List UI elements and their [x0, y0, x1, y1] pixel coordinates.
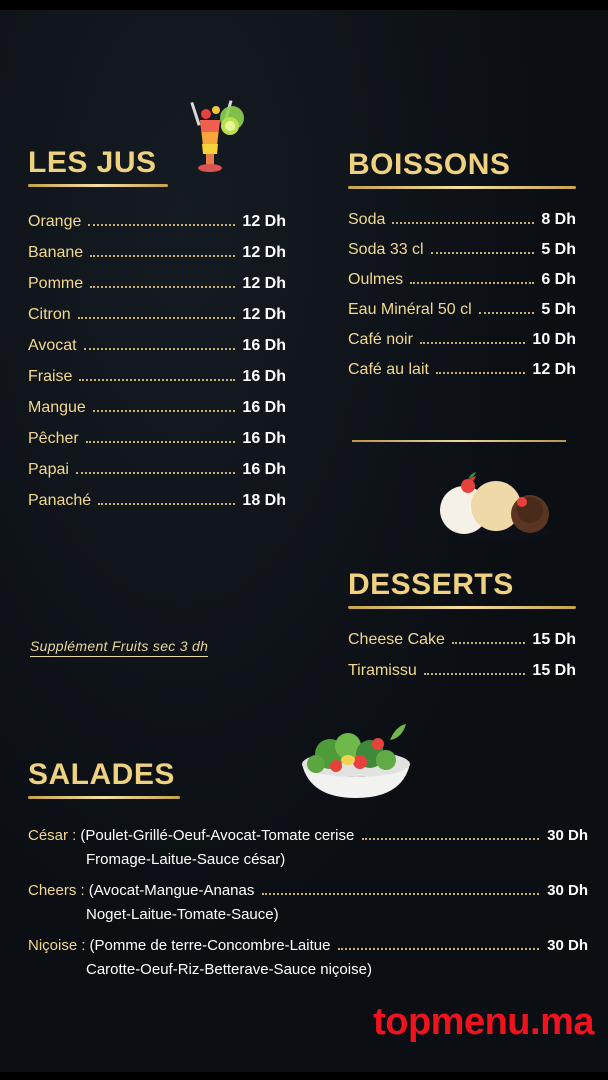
- item-price: 16 Dh: [242, 337, 286, 354]
- salad-bowl-icon: [290, 720, 422, 804]
- item-price: 16 Dh: [242, 399, 286, 416]
- item-name: Pêcher: [28, 430, 79, 447]
- item-name: Banane: [28, 244, 84, 261]
- desserts-list: [348, 631, 576, 680]
- desserts-title: DESSERTS: [348, 568, 514, 601]
- item-name: Oulmes: [348, 271, 404, 288]
- section-divider: [352, 440, 566, 442]
- boissons-title-underline: [348, 186, 576, 189]
- item-price: 5 Dh: [541, 301, 576, 318]
- list-item: [28, 882, 588, 923]
- item-name: Orange: [28, 213, 82, 230]
- desserts-title-underline: [348, 606, 576, 609]
- item-description-line2: Noget-Laitue-Tomate-Sauce): [86, 906, 279, 923]
- leader-dots: [78, 316, 236, 319]
- item-price: 30 Dh: [547, 882, 588, 899]
- item-name: Panaché: [28, 492, 92, 509]
- leader-dots: [93, 409, 236, 412]
- les-jus-title-underline: [28, 184, 168, 187]
- list-item: [28, 827, 588, 868]
- section-boissons: [348, 150, 576, 391]
- boissons-title: BOISSONS: [348, 148, 511, 181]
- item-price: 12 Dh: [532, 361, 576, 378]
- les-jus-title: LES JUS: [28, 146, 157, 179]
- leader-dots: [410, 281, 534, 284]
- list-item: [28, 275, 286, 293]
- list-item: [28, 306, 286, 324]
- item-name: Café noir: [348, 331, 413, 348]
- item-price: 16 Dh: [242, 461, 286, 478]
- section-desserts: [348, 570, 576, 693]
- item-name: Niçoise :: [28, 937, 86, 954]
- list-item: [348, 331, 576, 349]
- item-name: Papai: [28, 461, 69, 478]
- watermark: topmenu.ma: [373, 1001, 594, 1043]
- item-description-line1: (Poulet-Grillé-Oeuf-Avocat-Tomate cerise: [80, 827, 355, 844]
- item-name: Avocat: [28, 337, 77, 354]
- item-name: Cheers :: [28, 882, 85, 899]
- salades-title-underline: [28, 796, 180, 799]
- list-item: [28, 337, 286, 355]
- item-name: Cheese Cake: [348, 631, 445, 648]
- list-item: [348, 271, 576, 289]
- item-price: 15 Dh: [532, 662, 576, 679]
- list-item: [28, 492, 286, 510]
- leader-dots: [431, 251, 535, 254]
- leader-dots: [420, 341, 526, 344]
- salades-list: [28, 827, 588, 978]
- leader-dots: [76, 471, 236, 474]
- leader-dots: [338, 947, 539, 950]
- leader-dots: [424, 672, 526, 675]
- item-price: 16 Dh: [242, 368, 286, 385]
- list-item: [348, 361, 576, 379]
- item-price: 16 Dh: [242, 430, 286, 447]
- item-price: 15 Dh: [532, 631, 576, 648]
- item-price: 12 Dh: [242, 275, 286, 292]
- leader-dots: [452, 641, 525, 644]
- item-name: Mangue: [28, 399, 86, 416]
- salades-title: SALADES: [28, 758, 175, 791]
- item-name: Eau Minéral 50 cl: [348, 301, 472, 318]
- leader-dots: [90, 285, 235, 288]
- item-price: 12 Dh: [242, 213, 286, 230]
- leader-dots: [84, 347, 236, 350]
- item-description-line1: (Avocat-Mangue-Ananas: [88, 882, 255, 899]
- list-item: [28, 213, 286, 231]
- salades-header: [28, 760, 180, 799]
- item-price: 30 Dh: [547, 937, 588, 954]
- item-price: 5 Dh: [541, 241, 576, 258]
- ice-cream-scoops-icon: [424, 466, 564, 542]
- list-item: [348, 662, 576, 680]
- item-description-line1: (Pomme de terre-Concombre-Laitue: [89, 937, 331, 954]
- cocktail-glass-icon: [180, 96, 252, 174]
- leader-dots: [436, 371, 525, 374]
- list-item: [28, 244, 286, 262]
- les-jus-list: [28, 213, 286, 510]
- item-name: Café au lait: [348, 361, 429, 378]
- leader-dots: [362, 837, 539, 840]
- item-price: 10 Dh: [532, 331, 576, 348]
- item-description-line2: Fromage-Laitue-Sauce césar): [86, 851, 286, 868]
- list-item: [28, 937, 588, 978]
- leader-dots: [90, 254, 235, 257]
- boissons-list: [348, 211, 576, 379]
- item-name: Soda: [348, 211, 386, 228]
- list-item: [348, 211, 576, 229]
- leader-dots: [479, 311, 535, 314]
- list-item: [28, 368, 286, 386]
- list-item: [348, 241, 576, 259]
- leader-dots: [98, 502, 235, 505]
- leader-dots: [88, 223, 235, 226]
- leader-dots: [86, 440, 236, 443]
- section-les-jus: [28, 148, 286, 523]
- item-name: Soda 33 cl: [348, 241, 424, 258]
- item-name: Fraise: [28, 368, 73, 385]
- list-item: [28, 461, 286, 479]
- section-salades: [28, 760, 588, 992]
- item-name: Tiramissu: [348, 662, 417, 679]
- bottom-black-bar: [0, 1072, 608, 1080]
- item-description-line2: Carotte-Oeuf-Riz-Betterave-Sauce niçoise): [86, 961, 372, 978]
- list-item: [28, 430, 286, 448]
- list-item: [348, 301, 576, 319]
- leader-dots: [79, 378, 235, 381]
- leader-dots: [392, 221, 534, 224]
- supplement-note: Supplément Fruits sec 3 dh: [30, 638, 208, 657]
- item-name: Citron: [28, 306, 71, 323]
- item-name: Pomme: [28, 275, 84, 292]
- item-price: 8 Dh: [541, 211, 576, 228]
- top-black-bar: [0, 0, 608, 10]
- item-price: 18 Dh: [242, 492, 286, 509]
- list-item: [348, 631, 576, 649]
- item-price: 12 Dh: [242, 306, 286, 323]
- item-price: 6 Dh: [541, 271, 576, 288]
- leader-dots: [262, 892, 539, 895]
- list-item: [28, 399, 286, 417]
- item-name: César :: [28, 827, 77, 844]
- item-price: 12 Dh: [242, 244, 286, 261]
- item-price: 30 Dh: [547, 827, 588, 844]
